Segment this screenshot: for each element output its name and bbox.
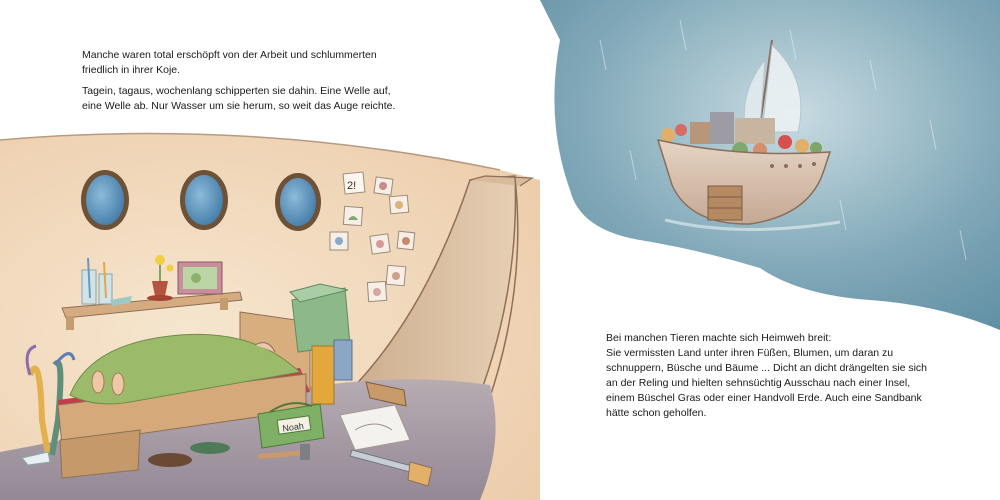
- pinned-note-text: 2!: [347, 180, 357, 192]
- left-paragraph-1: Manche waren total erschöpft von der Arbeit und schlummerten friedlich in ihrer Koje.: [82, 49, 377, 76]
- left-paragraph-2: Tagein, tagaus, wochenlang schipperten sie dahin. Eine Welle auf, eine Welle ab. Nur Wasser um sie herum, so weit das Auge reichte.: [82, 85, 396, 112]
- right-page-text: [606, 331, 936, 421]
- porthole-3: [275, 173, 321, 231]
- right-line-1: Bei manchen Tieren machte sich Heimweh breit:: [606, 332, 832, 344]
- right-page: [540, 0, 1000, 500]
- picture-frame: [178, 262, 222, 294]
- porthole-1: [81, 170, 129, 230]
- toolbox-label: Noah: [281, 420, 305, 434]
- right-line-2: Sie vermissten Land unter ihren Füßen, Blumen, um daran zu schnuppern, Büsche und Bäume ... Dicht an dicht drängelten sie sich an der Reling und hielten sehnsüchtig Ausschau nach einer Insel, einem Büschel Gras oder einer Handvoll Erde. Auch eine Sandbank hätte schon geholfen.: [606, 347, 928, 419]
- left-page-text: [82, 48, 412, 120]
- ark-at-sea-illustration: [540, 0, 1000, 500]
- porthole-2: [180, 170, 228, 230]
